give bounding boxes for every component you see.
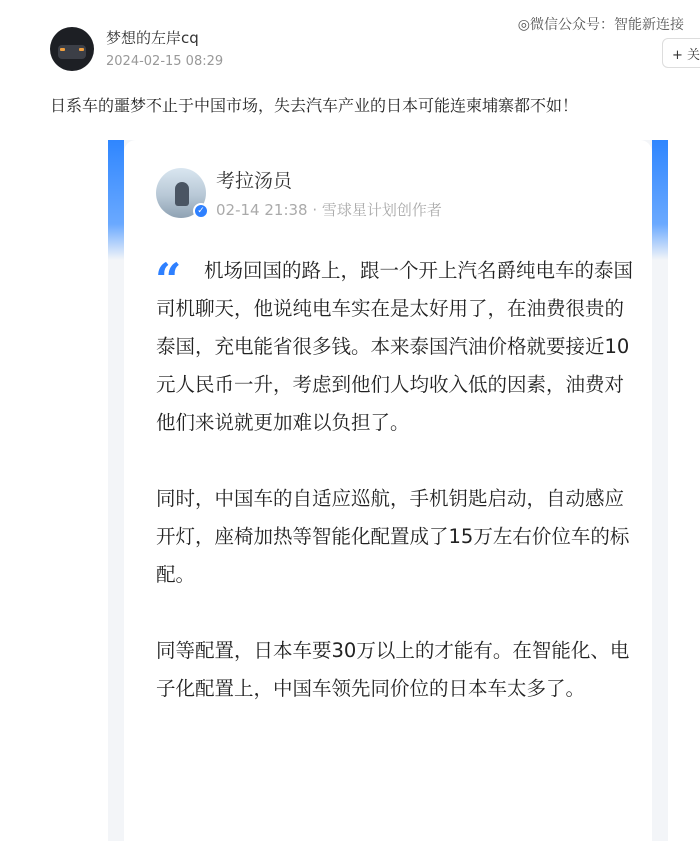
author-name[interactable]: 梦想的左岸cq	[106, 29, 199, 47]
quoted-paragraph	[156, 252, 636, 442]
screenshot-border-left	[108, 140, 124, 260]
follow-button[interactable]: + 关	[662, 38, 700, 68]
author-meta	[106, 28, 223, 70]
avatar-headlight-left	[60, 48, 65, 51]
verified-check-icon: ✓	[193, 203, 209, 219]
quote-icon: “	[155, 253, 182, 307]
post-date: 2024-02-15 08:29	[106, 54, 224, 69]
quoted-paragraph	[156, 632, 636, 708]
post-author	[50, 27, 223, 71]
screenshot-border-right	[652, 140, 668, 260]
avatar-headlight-right	[79, 48, 84, 51]
quoted-post-meta: 02-14 21:38 · 雪球星计划创作者	[216, 201, 442, 219]
quoted-author-name: 考拉汤员	[216, 170, 293, 192]
quoted-post-card	[124, 140, 652, 841]
avatar-figure	[175, 182, 189, 206]
author-avatar[interactable]	[50, 27, 94, 71]
paragraph-text: 机场回国的路上，跟一个开上汽名爵纯电车的泰国司机聊天，他说纯电车实在是太好用了，在油费很贵的泰国，充电能省很多钱。本来泰国汽油价格就要接近10元人民币一升，考虑到他们人均收入低的因素，油费对他们来说就更加难以负担了。	[156, 259, 634, 434]
watermark-text: ◎微信公众号：智能新连接	[517, 17, 684, 33]
quoted-paragraph	[156, 480, 636, 594]
quoted-screenshot	[108, 140, 668, 841]
quoted-post-body	[156, 252, 636, 746]
post-headline: 日系车的噩梦不止于中国市场，失去汽车产业的日本可能连柬埔寨都不如！	[50, 96, 579, 115]
paragraph-text: 同时，中国车的自适应巡航，手机钥匙启动，自动感应开灯，座椅加热等智能化配置成了15万左右价位车的标配。	[156, 487, 630, 586]
paragraph-text: 同等配置，日本车要30万以上的才能有。在智能化、电子化配置上，中国车领先同价位的日本车太多了。	[156, 639, 630, 700]
